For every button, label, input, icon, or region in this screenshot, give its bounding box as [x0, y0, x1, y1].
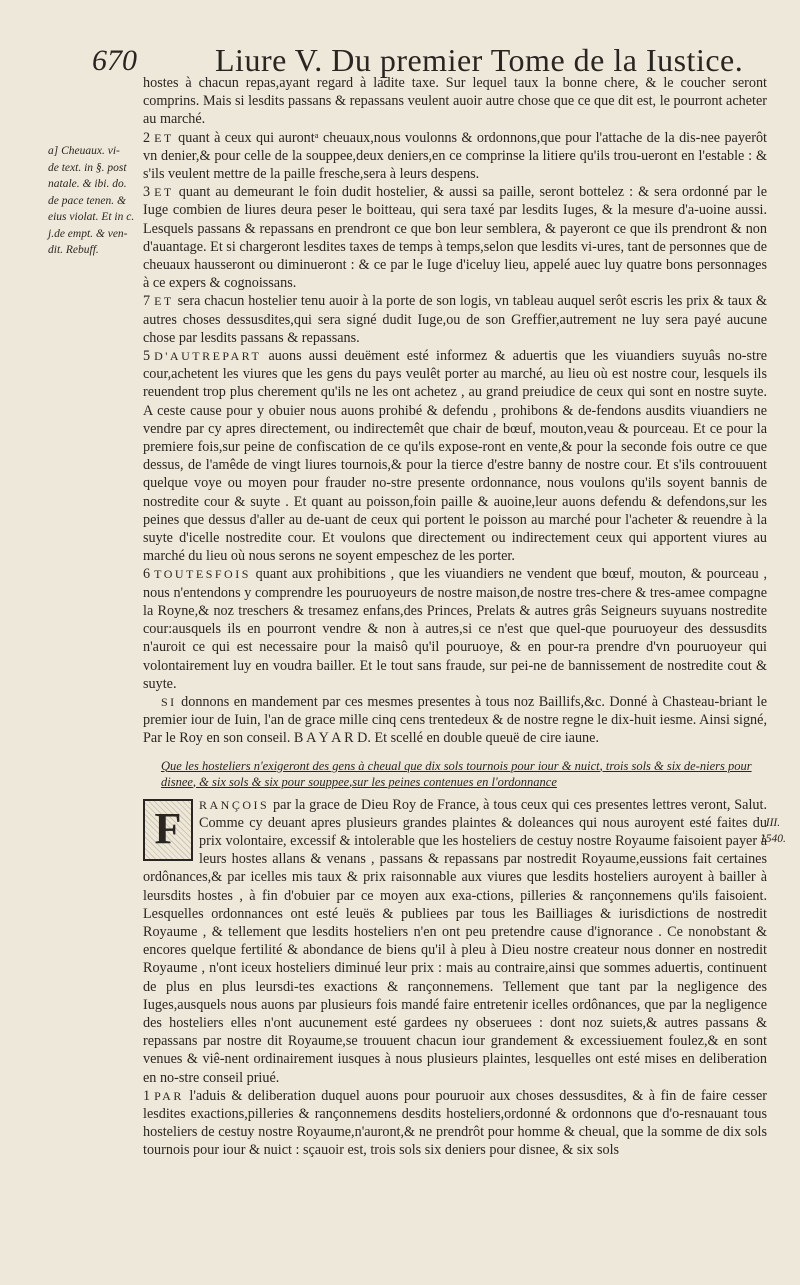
margin-line: de text. in §. post	[48, 161, 127, 174]
paragraph: 6 TOUTESFOIS quant aux prohibitions , que les viuandiers ne vendent que bœuf, mouton, & pourceau , nous n'entendons y comprendre les pouruoyeurs de nostre maison,de nostre tres-chere & tres-amee compagne la Royne,& noz treschers & tresamez enfans,des Princes, Prelats & autres grâs Seigneurs suyuans nostredite cour:ausquels ils en pourront vendre & non à autres,si ce n'est que quel-que pouruoyeur des dessusdits n'auroit ce qui est necessaire pour la maisô qu'il pouruoye, & en pour-ra prendre d'vn pouruoyeur qui volontairement luy en voudra bailler. Et le tout sans fraude, sur pei-ne de bannissement de nostredite cout & suyte.	[143, 566, 767, 692]
page-number: 670	[92, 44, 137, 77]
paragraph: SI donnons en mandement par ces mesmes presentes à tous noz Baillifs,&c. Donné à Chasteau-briant le premier iour de Iuin, l'an de grace mille cinq cens trentedeux & de nostre regne le dix-huit iesme. Ainsi signé, Par le Roy en son conseil. B A Y A R D. Et scellé en double queuë de cire iaune.	[143, 693, 767, 747]
paragraph: 2 ET quant à ceux qui aurontᵃ cheuaux,nous voulonns & ordonnons,que pour l'attache de la dis-nee payerôt vn denier,& pour celle de la souppee,deux deniers,en ce comprinse la litiere qu'ils trou-ueront en l'estable : & s'ils veulent mettre de la paille fresche,sera à leurs despens.	[143, 129, 767, 183]
marginal-note	[48, 143, 140, 259]
margin-line: dit. Rebuff.	[48, 244, 99, 256]
paragraph: 3 ET quant au demeurant le foin dudit hostelier, & aussi sa paille, seront bottelez : & sera ordonné par le Iuge combien de liures deura peser le boitteau, qui sera taxé par lesdits Iuges, & la mesure d'a-uoine aussi. Lesquels passans & repassans en prendront ce que bon leur semblera, & payeront ce que ils prendront & non d'auantage. Et si chargeront lesdites taxes de temps à temps,selon que lesdits vi-ures, tant de personnes que de cheuaux hausseront ou diminueront : & ce par le Iuge d'iceluy lieu, appelé auec luy quatre bons personnages à ce expers & cognoissans.	[143, 184, 768, 292]
paragraph: RANÇOIS par la grace de Dieu Roy de France, à tous ceux qui ces presentes lettres veront, Salut. Comme cy deuant apres plusieurs grandes plaintes & doleances qui nous auroyent esté faites du prix volontaire, excessif & intolerable que les hosteliers de cestuy nostre Royaume faisoient payer à leurs hostes allans & venans , passans & repassans par nostredit Royaume,eussions fait certaines ordônances,& par icelles mis taux & prix raisonnable aux viures que lesdits hosteliers auroyent à bailler à leursdits hostes , à fin d'obuier par ce moyen aux exa-ctions, pilleries & rançonnemens qu'ils faisoient. Lesquelles ordonnances ont esté leuës & publiees par tous les Bailliages & iurisdictions de nostredit Royaume , & tellement que lesdits hosteliers n'en ont peu pretendre cause d'ignorance . Ce nonobstant & encores quelque fertilité & abondance de biens qu'il à pleu à Dieu nostre createur nous donner en nostredit Royaume , n'ont iceux hosteliers diminué leur prix : mais au contraire,ainsi que sommes aduertis, continuent de plus en plus leursdi-tes exactions & rançonnemens. Tellement que tant par la negligence des Iuges,ausquels nous auons par plusieurs fois mandé faire entretenir icelles ordônances, que par la negligence des hosteliers elles n'ont aucunement esté gardees ny obseruees : dont noz suiets,& autres passans & repassans par nostre dit Royaume,se trouuent chacun iour grandement & excessiuement foulez,& en sont venues & viê-nent ordinairement iusques à nous plusieurs plaintes, lesquelles ont esté mises en deliberation en no-stre conseil priué.	[143, 796, 767, 1086]
paragraph: 7 ET sera chacun hostelier tenu auoir à la porte de son logis, vn tableau auquel serôt escris les prix & taux & autres choses dessusdites,qui sera signé dudit Iuge,ou de son Greffier,autrement ne luy sera payé aucune chose par lesdits passans & repassans.	[143, 293, 767, 346]
paragraph: 5 D'AUTREPART auons aussi deuëment esté informez & aduertis que les viuandiers suyuâs no-stre cour,achetent les viures que les gens du pays veulêt porter au marché, au lieu où est nostre cour, lesquels ils reuendent trop plus cherement qu'ils ne les ont achetez , au grand preiudice de ceux qui sont en nostre suyte. A ceste cause pour y obuier nous auons prohibé & defendu , prohibons & de-fendons ausdits viuandiers ne vendre par cy apres directement, ou indirectemêt que chair de bœuf, mouton,veau & pourceau. Et ce pour la premiere fois,sur peine de confiscation de ce qu'ils expose-ront en vente,& pour la seconde fois outre ce que dessus, de l'amêde de vingt liures tournois,& pour la tierce d'estre banny de nostre cour. Et s'ils controuuent quelque voye ou moyen pour frauder no-stre presente ordonnance, nous voulons qu'ils soyent bannis de nostredite cour & suyte . Et quant au poisson,foin paille & auoine,leur auons defendu & defendons,sur les peines que dessus d'aller au de-uant de ceux qui portent le poisson au marché pour l'acheter & reuendre à la suyte d'icelle nostredite cour. Et voulons que directement ou indirectement ceux qui apportent viures au marché du lieu où nous serons ne soyent empeschez de les porter.	[143, 348, 767, 565]
margin-line: eius violat. Et in c.	[48, 211, 135, 223]
margin-line: de pace tenen. &	[48, 194, 126, 207]
section-rubric: Que les hosteliers n'exigeront des gens à cheual que dix sols tournois pour iour & nuict, trois sols & six de-niers pour disnee, & six sols & six pour souppee,sur les peines contenues en l'ordonnance	[161, 758, 752, 789]
main-text	[143, 74, 767, 1160]
margin-line: natale. & ibi. do.	[48, 178, 127, 190]
decorated-initial: F	[143, 799, 193, 861]
paragraph: 1 PAR l'aduis & deliberation duquel auons pour pouruoir aux choses dessusdites, & à fin de faire cesser lesdites exactions,pilleries & rançonnemens desdits hosteliers,ordonné & ordonnons que d'o-resnauant tous hosteliers de cestuy nostre Royaume,n'auront,& ne prendrôt pour homme & cheual, que la somme de dix sols tournois pour iour & nuict : sçauoir est, trois sols six deniers pour disnee, & six sols	[143, 1087, 767, 1159]
margin-line: j.de empt. & ven-	[48, 227, 128, 240]
year: 1540.	[760, 833, 786, 845]
section-number: III.	[765, 817, 781, 829]
margin-line: a] Cheuaux. vi-	[48, 145, 120, 157]
paragraph: hostes à chacun repas,ayant regard à ladite taxe. Sur lequel taux la bonne chere, & le coucher seront comprins. Mais si lesdits passans & repassans veulent auoir autre chose que ce que dit est, le pourront acheter au marché.	[143, 75, 767, 128]
running-title: Liure V. Du premier Tome de la Iustice.	[215, 42, 744, 78]
decree	[143, 796, 767, 1087]
